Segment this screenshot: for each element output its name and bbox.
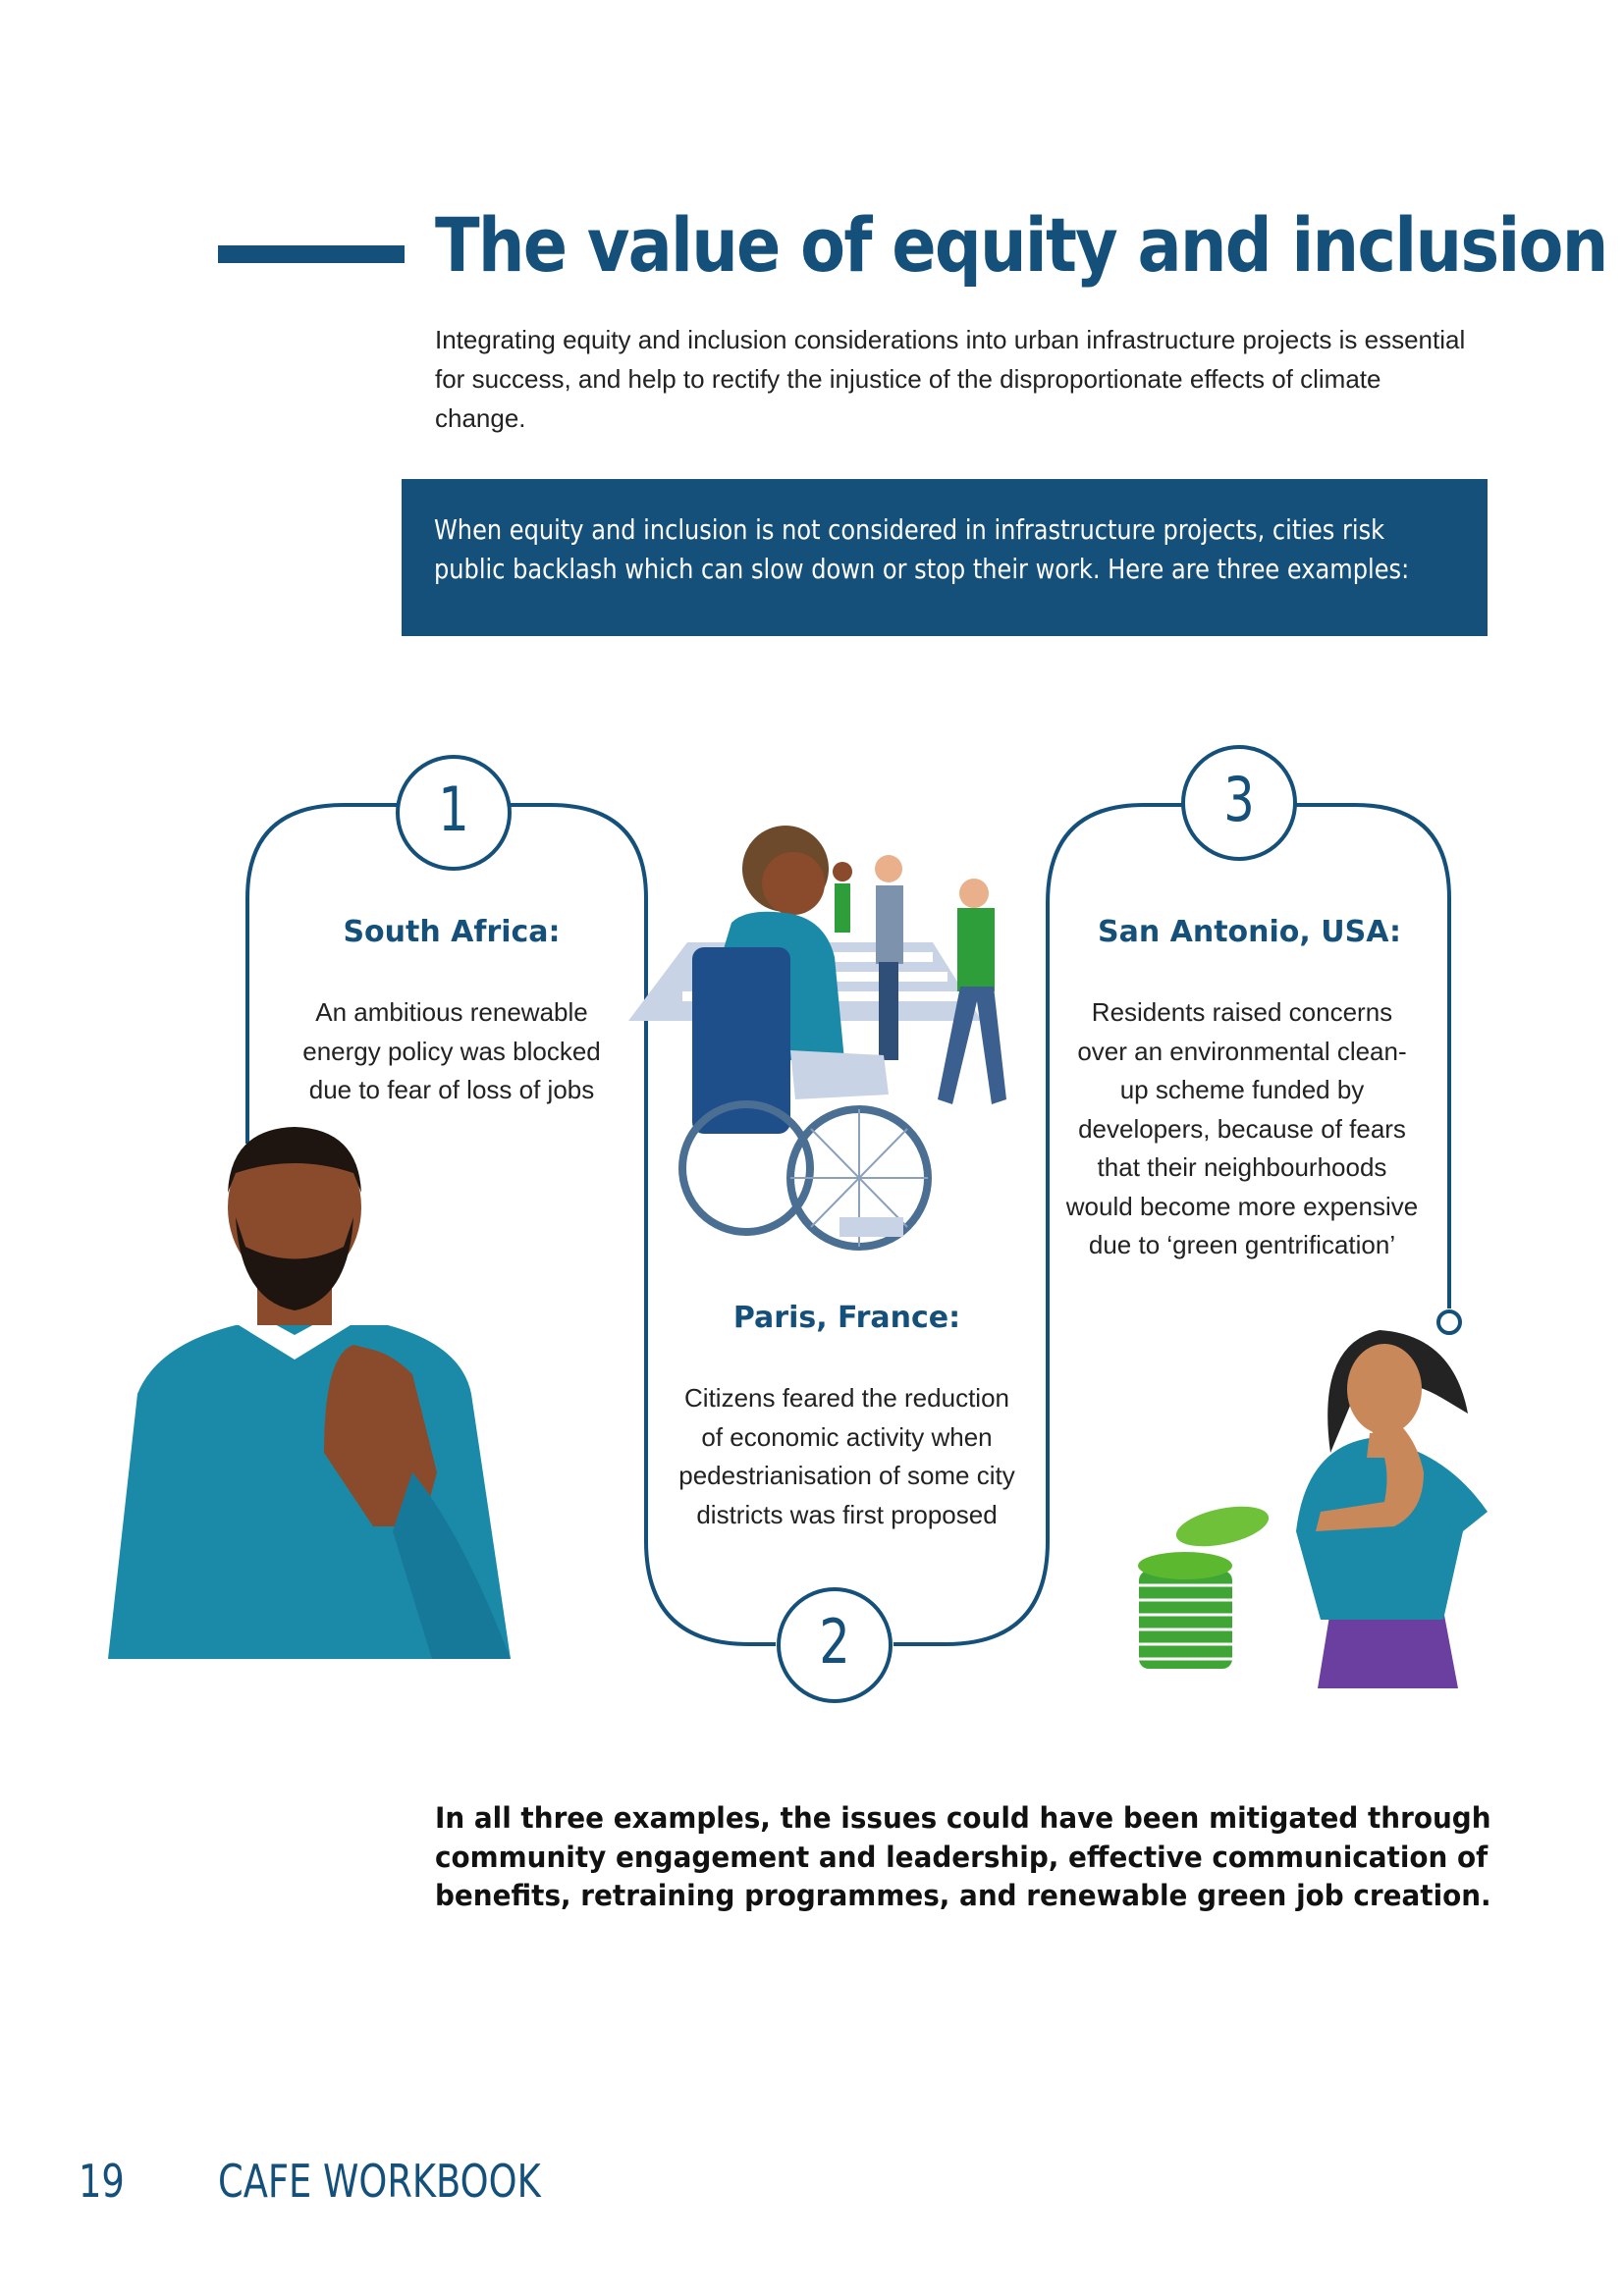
footer-title: CAFE WORKBOOK xyxy=(218,2155,541,2208)
example-3-title: San Antonio, USA: xyxy=(1097,915,1401,949)
badge-2-number: 2 xyxy=(819,1606,850,1678)
example-2-body: Citizens feared the reduction of economic activity when pedestrianisation of some city districts was first proposed xyxy=(678,1383,1015,1529)
conclusion-text: In all three examples, the issues could have been mitigated through community engagement and leadership, effective communication of benefits, retraining programmes, and renewable green job creation. xyxy=(435,1801,1491,1912)
wheelchair-user-pedestrians-illustration xyxy=(628,826,1006,1247)
intro-paragraph: Integrating equity and inclusion considerations into urban infrastructure projects is essential for success, and help to rectify the injustice of the disproportionate effects of climate change. xyxy=(435,325,1466,433)
path-end-dot xyxy=(1438,1311,1460,1333)
coin-stack xyxy=(1138,1499,1272,1669)
page-number: 19 xyxy=(79,2155,125,2208)
page-title: The value of equity and inclusion xyxy=(435,201,1607,289)
example-1-title: South Africa: xyxy=(343,915,561,949)
callout-text: When equity and inclusion is not considered in infrastructure projects, cities risk public backlash which can slow down or stop their work. Here are three examples: xyxy=(434,513,1410,585)
badge-3-number: 3 xyxy=(1223,764,1255,835)
woman-thinking-coins-illustration xyxy=(1138,1330,1488,1688)
badge-1-number: 1 xyxy=(438,774,469,845)
title-rule xyxy=(218,245,405,263)
example-1-body: An ambitious renewable energy policy was blocked due to fear of loss of jobs xyxy=(302,997,601,1104)
example-3-body: Residents raised concerns over an environmental clean-up scheme funded by developers, because of fears that their neighbourhoods would become more expensive due to ‘green gentrification’ xyxy=(1065,997,1419,1259)
callout-box xyxy=(402,479,1488,636)
example-2-title: Paris, France: xyxy=(732,1301,961,1335)
man-raising-hand-illustration xyxy=(108,1127,511,1659)
conclusion-paragraph xyxy=(435,1799,1495,1916)
